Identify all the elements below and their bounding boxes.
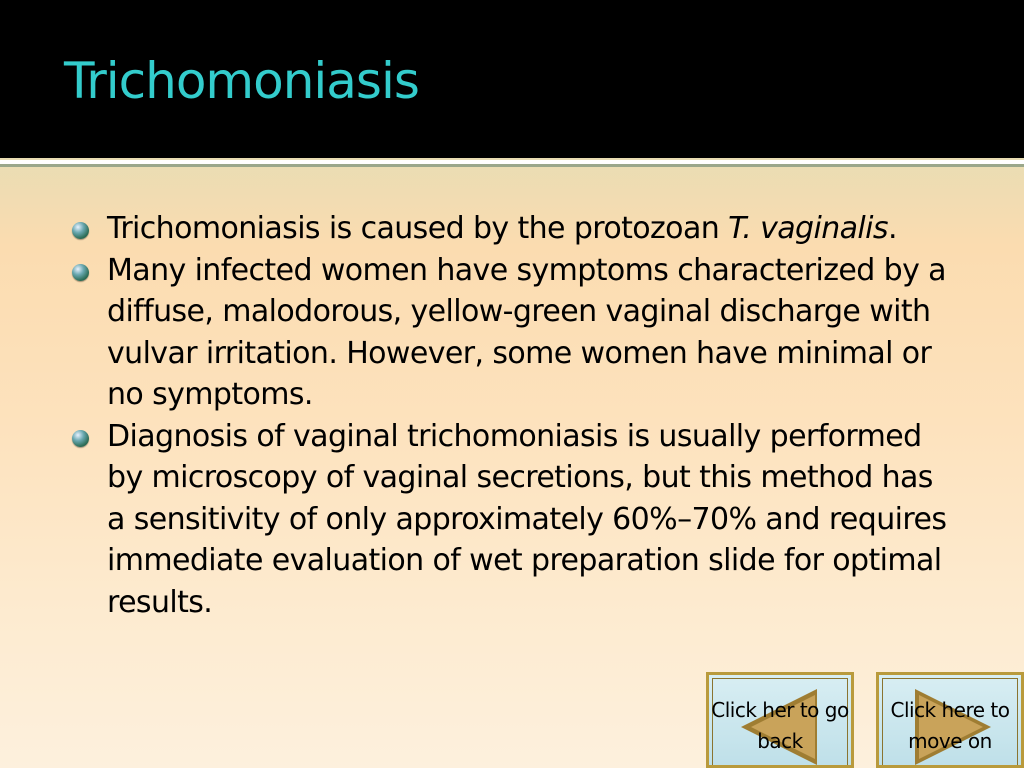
sphere-bullet-icon <box>72 430 89 447</box>
bullet-text: Many infected women have symptoms characterized by a diffuse, malodorous, yellow-green vaginal discharge with vulvar irritation. However, some women have minimal or no symptoms. <box>107 252 946 412</box>
next-button-label: Click here to move on <box>890 698 1010 753</box>
back-button[interactable] <box>706 672 854 768</box>
sphere-bullet-icon <box>72 222 89 239</box>
slide-title: Trichomoniasis <box>64 52 419 110</box>
bullet-item <box>72 208 952 250</box>
bullet-list <box>72 208 952 623</box>
next-button[interactable] <box>876 672 1024 768</box>
bullet-text: Trichomoniasis is caused by the protozoan <box>107 211 729 246</box>
title-divider-shadow <box>0 164 1024 167</box>
back-button-label: Click her to go back <box>711 698 849 753</box>
bullet-text-italic: T. vaginalis <box>728 211 888 246</box>
bullet-item <box>72 250 952 416</box>
bullet-item <box>72 416 952 624</box>
sphere-bullet-icon <box>72 264 89 281</box>
bullet-text-end: . <box>887 211 897 246</box>
bullet-text: Diagnosis of vaginal trichomoniasis is usually performed by microscopy of vaginal secretions, but this method has a sensitivity of only approximately 60%–70% and requires immediate evaluation of wet preparation slide for optimal results. <box>107 418 947 620</box>
